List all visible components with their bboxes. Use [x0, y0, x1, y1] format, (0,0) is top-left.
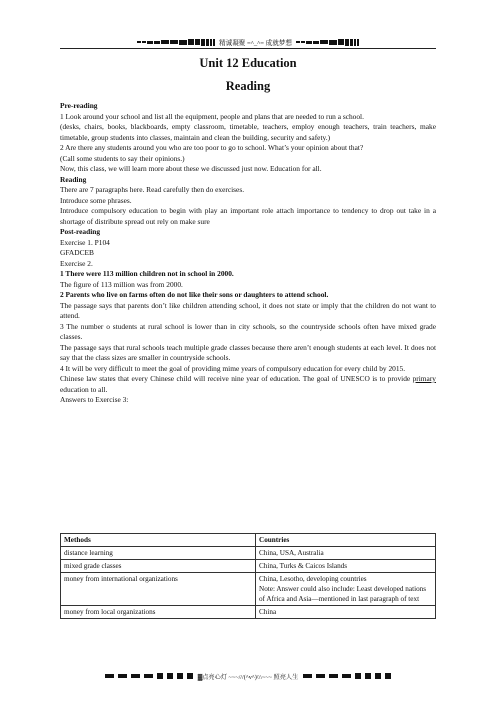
paragraph: (Call some students to say their opinions.) [60, 153, 185, 163]
table-row [61, 560, 436, 573]
table-row [61, 606, 436, 619]
table-header-cell: Countries [256, 534, 436, 547]
paragraph: 3 The number o students at rural school is lower than in city schools, so the countryside schools often have mixed grade classes. [60, 321, 436, 341]
statement: 2 Parents who live on farms often do not like their sons or daughters to attend school. [60, 290, 329, 299]
table-header-cell: Methods [61, 534, 256, 547]
table-cell: distance learning [61, 547, 256, 560]
statement: 1 There were 113 million children not in school in 2000. [60, 269, 234, 278]
paragraph: The figure of 113 million was from 2000. [60, 279, 183, 289]
paragraph: Chinese law states that every Chinese child will receive nine year of education. The goal of UNESCO is to provide primary education to all. [60, 374, 436, 394]
table-cell: China, Turks & Caicos Islands [256, 560, 436, 573]
header-decoration-left [137, 39, 215, 46]
paragraph: Exercise 1. P104 [60, 237, 110, 247]
header-text: 精诚凝聚 =^_^= 成就梦想 [219, 40, 292, 47]
table-row [61, 573, 436, 606]
header-decoration-right [296, 39, 359, 46]
footer-decoration-right [303, 673, 391, 679]
table-row [61, 547, 436, 560]
footer-text: ▓点亮心灯 ~~~///(^v^)\\\~~~ 照亮人生 [197, 673, 299, 681]
paragraph: GFADCEB [60, 248, 94, 257]
underlined-word: primary [412, 374, 436, 383]
paragraph: Introduce some phrases. [60, 195, 132, 205]
unit-title: Unit 12 Education [199, 56, 297, 70]
paragraph: Now, this class, we will learn more about these we discussed just now. Education for all. [60, 164, 322, 173]
table-cell: China, USA, Australia [256, 547, 436, 560]
paragraph: The passage says that rural schools teach multiple grade classes because there aren’t enough students at each level. It does not say that the class sizes are smaller in countryside schools. [60, 342, 436, 362]
heading-reading: Reading [60, 174, 87, 184]
paragraph: Introduce compulsory education to begin with play an important role attach importance to tendency to drop out take in a shortage of distribute spread out rely on make sure [60, 206, 436, 226]
heading-post-reading: Post-reading [60, 227, 101, 236]
table-cell: China [256, 606, 436, 619]
paragraph: Exercise 2. [60, 258, 93, 268]
section-title: Reading [225, 79, 271, 93]
answers-table [60, 533, 436, 619]
paragraph: There are 7 paragraphs here. Read carefully then do exercises. [60, 185, 245, 194]
table-cell: money from local organizations [61, 606, 256, 619]
paragraph: Answers to Exercise 3: [60, 395, 129, 404]
document-body [60, 101, 436, 406]
paragraph: (desks, chairs, books, blackboards, empty classroom, timetable, teachers, employ enough teachers, train teachers, make timetable, group students into classes, maintain and clean the building, security and safety.) [60, 122, 436, 142]
page-footer [60, 670, 436, 682]
heading-pre-reading: Pre-reading [60, 101, 98, 110]
paragraph: The passage says that parents don’t like children attending school, it does not state or imply that the children do not want to attend. [60, 300, 436, 320]
paragraph: 1 Look around your school and list all the equipment, people and plans that are needed to run a school. [60, 111, 364, 121]
table-cell: China, Lesotho, developing countries Note: Answer could also include: Least developed nations of Africa and Asia—mentioned in last paragraph of text [256, 573, 436, 606]
header-rule [60, 48, 436, 49]
page-header [88, 36, 408, 48]
table-cell: money from international organizations [61, 573, 256, 606]
paragraph: 2 Are there any students around you who are too poor to go to school. What’s your opinion about that? [60, 143, 364, 152]
table-cell: mixed grade classes [61, 560, 256, 573]
paragraph: 4 It will be very difficult to meet the goal of providing mime years of compulsory education for every child by 2015. [60, 363, 406, 373]
table-row [61, 534, 436, 547]
footer-decoration-left [105, 673, 193, 679]
